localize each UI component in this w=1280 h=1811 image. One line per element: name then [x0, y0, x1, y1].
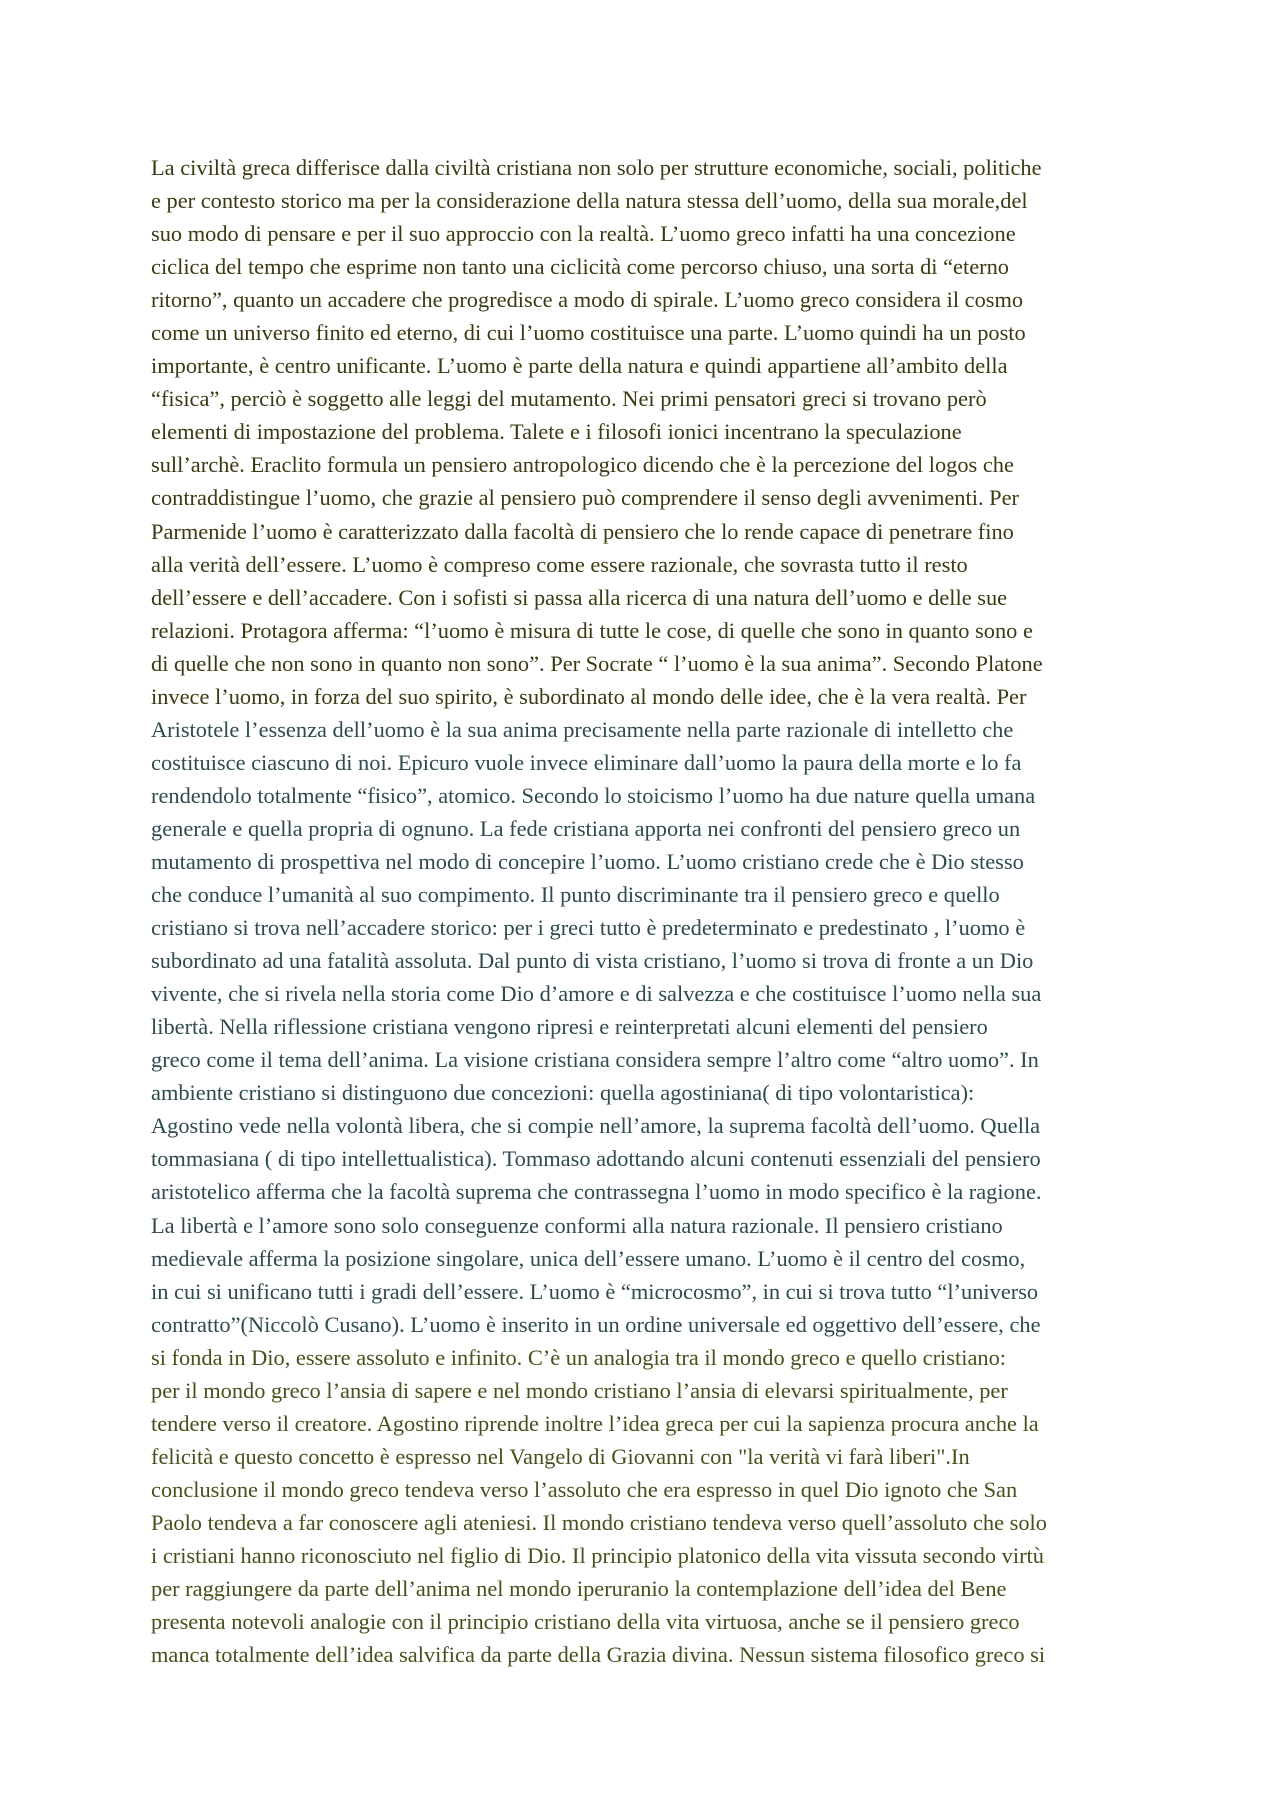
text-line: che conduce l’umanità al suo compimento. Il punto discriminante tra il pensiero greco e quello	[151, 882, 1000, 908]
text-line: Paolo tendeva a far conoscere agli ateniesi. Il mondo cristiano tendeva verso quell’assoluto che solo	[151, 1509, 1047, 1535]
text-line: costituisce ciascuno di noi. Epicuro vuole invece eliminare dall’uomo la paura della morte e lo fa	[151, 749, 1022, 775]
text-line: in cui si unificano tutti i gradi dell’essere. L’uomo è “microcosmo”, in cui si trova tutto “l’universo	[151, 1278, 1039, 1304]
text-line: presenta notevoli analogie con il principio cristiano della vita virtuosa, anche se il pensiero greco	[151, 1609, 1020, 1635]
text-line: per raggiungere da parte dell’anima nel mondo iperuranio la contemplazione dell’idea del Bene	[151, 1576, 1007, 1602]
text-line: manca totalmente dell’idea salvifica da parte della Grazia divina. Nessun sistema filosofico greco si	[151, 1642, 1046, 1668]
text-line: vivente, che si rivela nella storia come Dio d’amore e di salvezza e che costituisce l’uomo nella sua	[151, 981, 1042, 1007]
text-line: suo modo di pensare e per il suo approccio con la realtà. L’uomo greco infatti ha una concezione	[151, 221, 1016, 247]
text-line: rendendolo totalmente “fisico”, atomico. Secondo lo stoicismo l’uomo ha due nature quella umana	[151, 782, 1036, 808]
text-line: mutamento di prospettiva nel modo di concepire l’uomo. L’uomo cristiano crede che è Dio stesso	[151, 848, 1024, 874]
text-line: felicità e questo concetto è espresso nel Vangelo di Giovanni con "la verità vi farà liberi".In	[151, 1443, 970, 1469]
text-line: ambiente cristiano si distinguono due concezioni: quella agostiniana( di tipo volontaristica):	[151, 1080, 975, 1106]
text-line: libertà. Nella riflessione cristiana vengono ripresi e reinterpretati alcuni elementi del pensiero	[151, 1014, 988, 1040]
text-line: contratto”(Niccolò Cusano). L’uomo è inserito in un ordine universale ed oggettivo dell’essere, che	[151, 1311, 1041, 1337]
text-line: ritorno”, quanto un accadere che progredisce a modo di spirale. L’uomo greco considera il cosmo	[151, 287, 1024, 313]
text-line: generale e quella propria di ognuno. La fede cristiana apporta nei confronti del pensiero greco un	[151, 815, 1021, 841]
text-line: greco come il tema dell’anima. La visione cristiana considera sempre l’altro come “altro uomo”. In	[151, 1047, 1039, 1073]
text-line: ciclica del tempo che esprime non tanto una ciclicità come percorso chiuso, una sorta di “eterno	[151, 254, 1009, 280]
text-line: Agostino vede nella volontà libera, che si compie nell’amore, la suprema facoltà dell’uomo. Quella	[151, 1113, 1041, 1139]
text-line: La libertà e l’amore sono solo conseguenze conformi alla natura razionale. Il pensiero cristiano	[151, 1212, 1003, 1238]
text-line: conclusione il mondo greco tendeva verso l’assoluto che era espresso in quel Dio ignoto che San	[151, 1476, 1018, 1502]
text-line: come un universo finito ed eterno, di cui l’uomo costituisce una parte. L’uomo quindi ha un posto	[151, 320, 1026, 346]
text-line: si fonda in Dio, essere assoluto e infinito. C’è un analogia tra il mondo greco e quello cristiano:	[151, 1344, 1006, 1370]
text-line: elementi di impostazione del problema. Talete e i filosofi ionici incentrano la speculazione	[151, 419, 962, 445]
text-line: tendere verso il creatore. Agostino riprende inoltre l’idea greca per cui la sapienza procura anche la	[151, 1410, 1039, 1436]
text-line: invece l’uomo, in forza del suo spirito, è subordinato al mondo delle idee, che è la vera realtà. Per	[151, 683, 1027, 709]
text-line: di quelle che non sono in quanto non sono”. Per Socrate “ l’uomo è la sua anima”. Secondo Platone	[151, 650, 1043, 676]
text-line: tommasiana ( di tipo intellettualistica). Tommaso adottando alcuni contenuti essenziali del pensiero	[151, 1146, 1041, 1172]
text-line: La civiltà greca differisce dalla civiltà cristiana non solo per strutture economiche, sociali, politiche	[151, 155, 1042, 180]
text-line: alla verità dell’essere. L’uomo è compreso come essere razionale, che sovrasta tutto il resto	[151, 551, 968, 577]
text-line: Parmenide l’uomo è caratterizzato dalla facoltà di pensiero che lo rende capace di penetrare fino	[151, 518, 1014, 544]
text-line: cristiano si trova nell’accadere storico: per i greci tutto è predeterminato e predestinato , l’uomo è	[151, 915, 1026, 941]
text-line: aristotelico afferma che la facoltà suprema che contrassegna l’uomo in modo specifico è la ragione.	[151, 1179, 1042, 1205]
text-line: Aristotele l’essenza dell’uomo è la sua anima precisamente nella parte razionale di intelletto che	[151, 716, 1014, 742]
body-text	[151, 151, 1161, 1671]
text-line: medievale afferma la posizione singolare, unica dell’essere umano. L’uomo è il centro del cosmo,	[151, 1245, 1026, 1271]
text-line: e per contesto storico ma per la considerazione della natura stessa dell’uomo, della sua morale,del	[151, 188, 1028, 214]
text-line: “fisica”, perciò è soggetto alle leggi del mutamento. Nei primi pensatori greci si trovano però	[151, 386, 987, 412]
text-line: sull’archè. Eraclito formula un pensiero antropologico dicendo che è la percezione del logos che	[151, 452, 1014, 478]
text-line: importante, è centro unificante. L’uomo è parte della natura e quindi appartiene all’ambito della	[151, 353, 1008, 379]
text-line: contraddistingue l’uomo, che grazie al pensiero può comprendere il senso degli avvenimenti. Per	[151, 485, 1019, 511]
text-line: per il mondo greco l’ansia di sapere e nel mondo cristiano l’ansia di elevarsi spiritualmente, per	[151, 1377, 1008, 1403]
text-line: dell’essere e dell’accadere. Con i sofisti si passa alla ricerca di una natura dell’uomo e delle sue	[151, 584, 1008, 610]
text-line: i cristiani hanno riconosciuto nel figlio di Dio. Il principio platonico della vita vissuta secondo virtù	[151, 1542, 1044, 1568]
text-line: subordinato ad una fatalità assoluta. Dal punto di vista cristiano, l’uomo si trova di fronte a un Dio	[151, 948, 1034, 974]
text-line: relazioni. Protagora afferma: “l’uomo è misura di tutte le cose, di quelle che sono in quanto sono e	[151, 617, 1033, 643]
